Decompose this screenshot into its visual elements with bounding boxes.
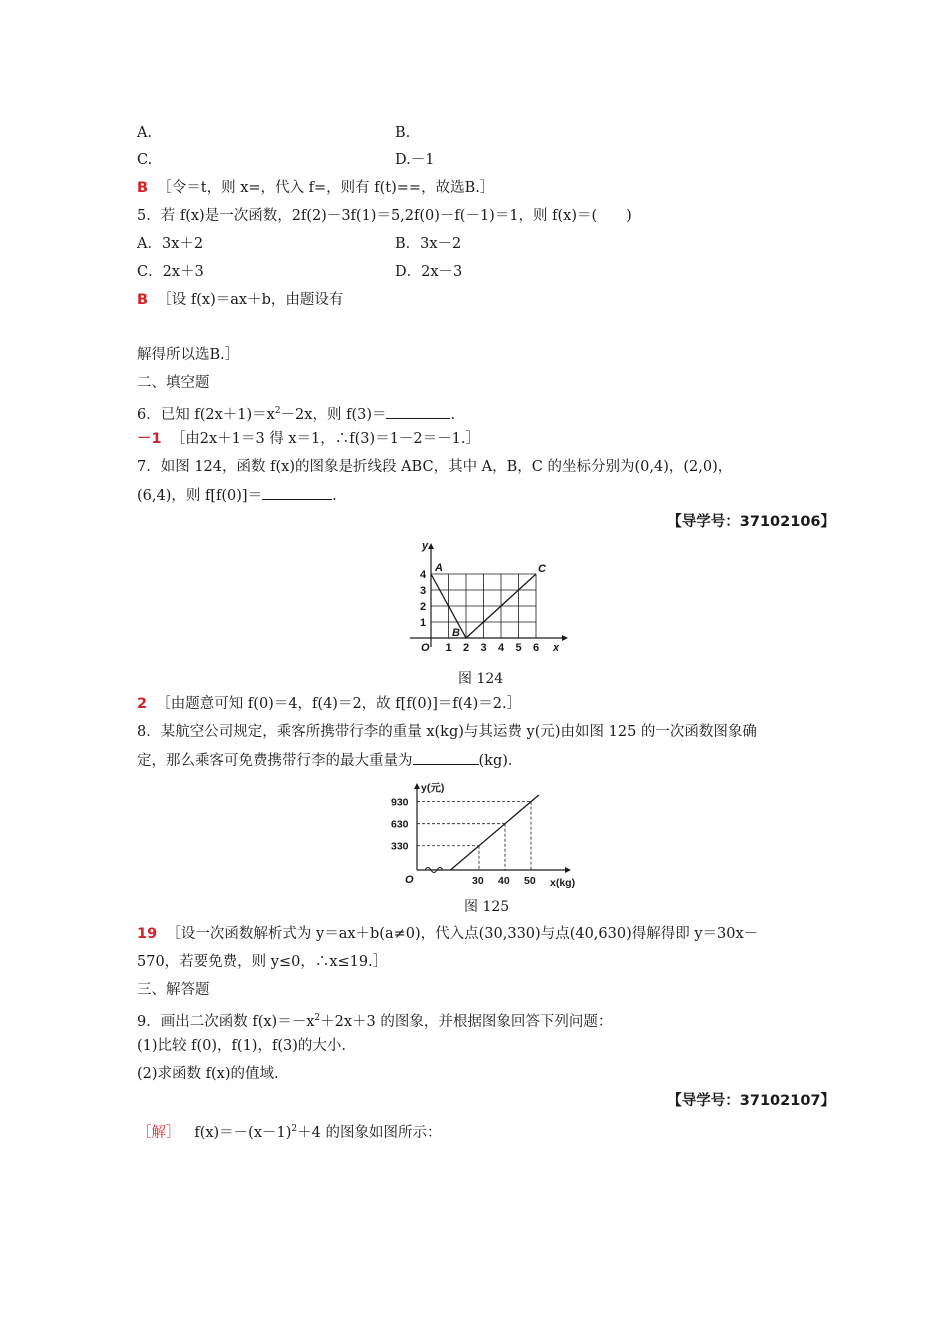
q9-part-1: (1)比较 f(0)，f(1)，f(3)的大小.: [137, 1038, 346, 1054]
fig125-y-tick: 630: [391, 818, 409, 831]
q7-guide-number: 【导学号：37102106】: [667, 514, 835, 530]
q9-solution-post: ＋4 的图象如图所示：: [297, 1124, 442, 1141]
q7-answer-blank: [262, 485, 332, 500]
q5-solution: ［设 f(x)＝ax＋b，由题设有: [157, 292, 344, 308]
q5-option-b: B．3x－2: [395, 236, 462, 252]
fig124-label-c: C: [538, 563, 546, 575]
q9-stem-pre: 9．画出二次函数 f(x)＝－x: [137, 1013, 315, 1030]
q8-solution-1: ［设一次函数解析式为 y＝ax＋b(a≠0)，代入点(30,330)与点(40,630)得解得即 y＝30x－: [166, 926, 759, 942]
q7-stem-2: [137, 485, 337, 506]
q6-stem-pre: 6．已知 f(2x＋1)＝x: [137, 406, 275, 423]
fig125-x-label: x(kg): [550, 877, 576, 889]
fig125-series-line: [450, 795, 538, 870]
fig124-x-tick: 3: [480, 642, 487, 654]
q9-stem: [137, 1008, 612, 1032]
q6-answer-blank: [386, 404, 450, 419]
section-fill-in: 二、填空题: [137, 375, 210, 391]
q9-part-2: (2)求函数 f(x)的值域.: [137, 1066, 279, 1082]
figure-124: [400, 535, 570, 660]
q7-stem-1: 7．如图 124，函数 f(x)的图象是折线段 ABC，其中 A，B，C 的坐标分别为(0,4)，(2,0)，: [137, 459, 733, 475]
q9-solution-sup: 2: [291, 1124, 298, 1134]
fig124-y-tick: 2: [420, 601, 427, 613]
q6-solution-line: [137, 429, 480, 449]
q8-answer: 19: [137, 926, 158, 942]
q4-answer: B: [137, 180, 149, 196]
q4-solution-line: [137, 178, 494, 198]
q4-option-b: B.: [395, 125, 411, 141]
fig124-x-tick: 5: [515, 642, 522, 654]
fig125-y-label: y(元): [421, 782, 445, 794]
fig124-y-tick: 1: [420, 617, 427, 629]
q7-solution: ［由题意可知 f(0)＝4，f(4)＝2，故 f[f(0)]＝f(4)＝2.］: [156, 696, 522, 712]
q5-option-a: A．3x＋2: [137, 236, 204, 252]
q9-solution-label: ［解］: [137, 1124, 181, 1141]
section-solve: 三、解答题: [137, 982, 210, 998]
q6-stem: [137, 401, 455, 425]
q8-solution-2: 570，若要免费，则 y≤0，∴x≤19.］: [137, 954, 388, 970]
q8-stem-2-pre: 定，那么乘客可免费携带行李的最大重量为: [137, 753, 413, 769]
fig125-x-tick: 30: [472, 875, 484, 887]
q8-stem-2: [137, 750, 522, 771]
q8-answer-blank: [413, 750, 479, 765]
fig125-y-tick: 930: [391, 796, 409, 809]
q7-answer: 2: [137, 696, 148, 712]
fig125-origin: O: [405, 874, 414, 886]
fig125-x-tick: 40: [498, 875, 510, 887]
fig125-x-arrow: [565, 867, 571, 873]
q7-stem-2-end: .: [332, 488, 337, 504]
q7-stem-2-pre: (6,4)，则 f[f(0)]＝: [137, 488, 263, 504]
fig125-y-tick: 330: [391, 840, 409, 853]
fig125-caption: 图 125: [464, 899, 510, 915]
q6-stem-end: .: [450, 406, 456, 423]
fig124-label-b: B: [452, 627, 460, 639]
fig124-y-tick: 3: [420, 585, 427, 597]
q5-solution-2: 解得所以选B.］: [137, 347, 240, 363]
q4-solution: ［令＝t，则 x=，代入 f=，则有 f(t)==，故选B.］: [157, 180, 495, 196]
fig124-label-a: A: [435, 562, 443, 574]
q4-option-a: A.: [137, 125, 153, 141]
fig124-caption: 图 124: [458, 671, 504, 687]
q9-solution-pre: f(x)＝－(x－1): [194, 1124, 292, 1141]
fig124-y-tick: 4: [420, 569, 427, 581]
figure-125: [385, 775, 585, 890]
q9-stem-sup: 2: [314, 1013, 321, 1023]
fig124-y-label: y: [422, 540, 429, 552]
q5-answer: B: [137, 292, 149, 308]
fig125-guides: [417, 802, 531, 870]
fig124-x-tick: 6: [533, 642, 540, 654]
q4-option-d: D.－1: [395, 152, 435, 168]
q4-option-c: C.: [137, 152, 153, 168]
fig124-y-arrow: [428, 543, 434, 549]
fig124-x-tick: 2: [463, 642, 470, 654]
q9-guide-number: 【导学号：37102107】: [667, 1093, 835, 1109]
q8-stem-1: 8．某航空公司规定，乘客所携带行李的重量 x(kg)与其运费 y(元)由如图 125 的一次函数图象确: [137, 724, 757, 740]
q6-solution: ［由2x＋1＝3 得 x＝1，∴f(3)＝1－2＝－1.］: [170, 431, 480, 447]
q6-stem-sup: 2: [274, 406, 281, 416]
q9-stem-post: ＋2x＋3 的图象，并根据图象回答下列问题：: [320, 1013, 613, 1030]
q5-option-c: C．2x＋3: [137, 264, 204, 280]
fig124-x-arrow: [562, 635, 568, 641]
fig124-x-label: x: [553, 642, 560, 654]
q7-solution-line: [137, 694, 521, 714]
q8-stem-2-end: (kg)．: [478, 753, 523, 769]
q5-option-d: D．2x－3: [395, 264, 463, 280]
fig124-grid: [431, 574, 536, 638]
q9-solution-line: [137, 1119, 441, 1143]
fig124-ticks: [420, 569, 539, 654]
fig125-y-arrow: [414, 783, 420, 789]
q8-solution-line: [137, 924, 758, 944]
fig124-x-tick: 4: [498, 642, 505, 654]
q5-solution-line: [137, 290, 343, 310]
q6-stem-post: －2x，则 f(3)＝: [280, 406, 387, 423]
fig125-x-tick: 50: [524, 875, 536, 887]
q6-answer: －1: [137, 431, 162, 447]
fig124-origin: O: [421, 642, 430, 654]
fig124-x-tick: 1: [445, 642, 452, 654]
q5-stem: 5．若 f(x)是一次函数，2f(2)－3f(1)＝5,2f(0)－f(－1)＝1，则 f(x)＝( ): [137, 208, 632, 224]
